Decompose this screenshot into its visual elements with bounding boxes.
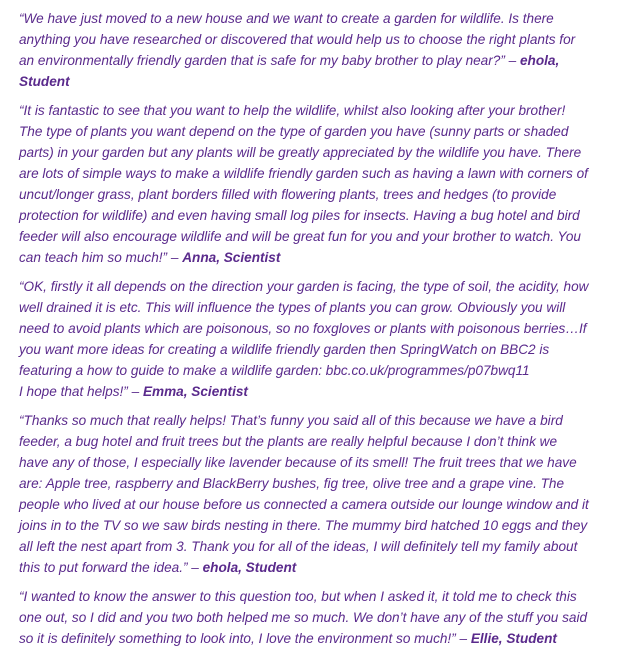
comment-attribution: Anna, Scientist (182, 250, 281, 265)
comment-text: “I wanted to know the answer to this question too, but when I asked it, it told me to check this one out, so I did and you two both helped me so much. We don’t have any of the stuff you said so it is definitely something to look into, I love the environment so much!” – (19, 589, 588, 646)
comment-text: “It is fantastic to see that you want to help the wildlife, whilst also looking after your brother! The type of plants you want depend on the type of garden you have (sunny parts or shaded parts) in your garden but any plants will be greatly appreciated by the wildlife you have. There are lots of simple ways to make a wildlife friendly garden such as having a lawn with corners of uncut/longer grass, plant borders filled with flowering plants, trees and hedges (to provide protection for wildlife) and even having small log piles for insects. Having a bug hotel and bird feeder will also encourage wildlife and will be great fun for you and your brother to watch. You can teach him so much!” – (19, 103, 588, 265)
comment-text: “We have just moved to a new house and we want to create a garden for wildlife. Is there anything you have researched or discovered that would help us to choose the right plants for an environmentally friendly garden that is safe for my baby brother to play near?” – (19, 11, 576, 68)
comment-followup (19, 410, 617, 578)
comment-attribution: ehola, Student (19, 53, 560, 89)
comment-reply-anna (19, 100, 617, 268)
comment-attribution: Emma, Scientist (142, 384, 248, 399)
comment-attribution: ehola, Student (202, 560, 297, 575)
comment-thread (19, 8, 617, 657)
comment-reply-ellie (19, 586, 617, 649)
comment-text: “OK, firstly it all depends on the direction your garden is facing, the type of soil, the acidity, how well drained it is etc. This will influence the types of plants you can grow. Obviously you will need to avoid plants which are poisonous, so no foxgloves or plants with poisonous berries…If you want more ideas for creating a wildlife friendly garden then SpringWatch on BBC2 is featuring a how to guide to make a wildlife garden: bbc.co.uk/programmes/p07bwq11 I hope that helps!” – (19, 279, 589, 399)
comment-attribution: Ellie, Student (470, 631, 557, 646)
comment-question (19, 8, 617, 92)
comment-reply-emma (19, 276, 617, 402)
comment-text: “Thanks so much that really helps! That’s funny you said all of this because we have a bird feeder, a bug hotel and fruit trees but the plants are really helpful because I don’t think we have any of those, I especially like lavender because of its smell! The fruit trees that we have are: Apple tree, raspberry and BlackBerry bushes, fig tree, olive tree and a grape vine. The people who lived at our house before us connected a camera outside our lounge window and it joins in to the TV so we saw birds nesting in there. The mummy bird hatched 10 eggs and they all left the nest apart from 3. Thank you for all of the ideas, I will definitely tell my family about this to put forward the idea.” – (19, 413, 589, 575)
